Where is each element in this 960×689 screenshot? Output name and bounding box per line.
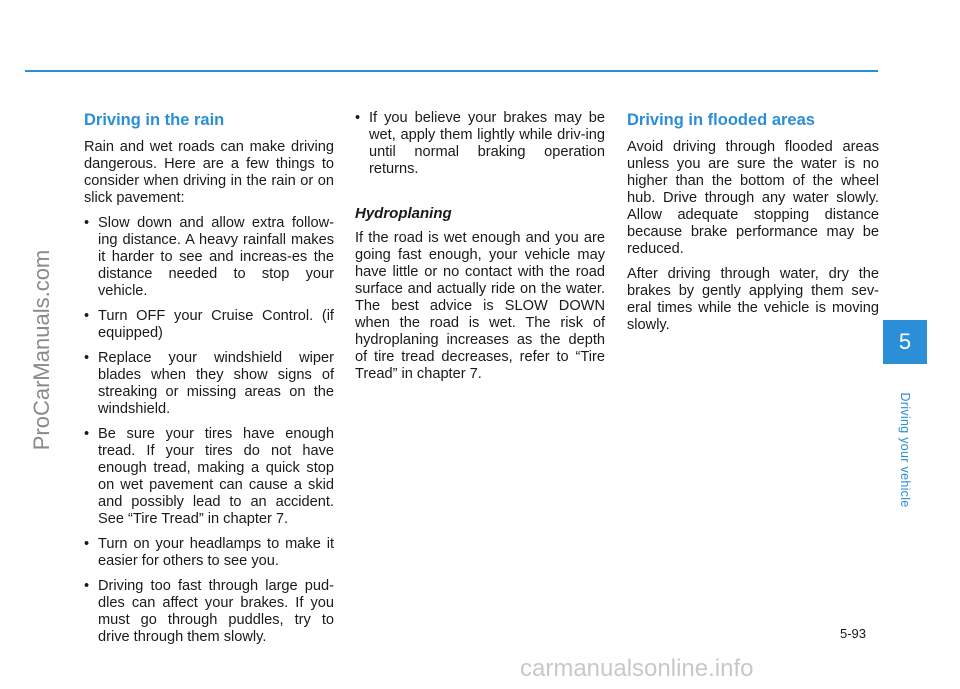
heading-driving-in-rain: Driving in the rain: [84, 111, 225, 129]
list-item: • Slow down and allow extra follow-ing distance. A heavy rainfall makes it harder to see and increas-es the distance needed to stop your vehicle.: [84, 215, 334, 300]
column-middle: [355, 110, 605, 391]
flooded-paragraph-2: After driving through water, dry the brakes by gently applying them sev-eral times while the vehicle is moving slowly.: [627, 266, 879, 333]
flooded-paragraph-1: Avoid driving through flooded areas unless you are sure the water is no higher than the bottom of the wheel hub. Drive through any water slowly. Allow adequate stopping distance because brake performance may be reduced.: [627, 139, 879, 257]
heading-hydroplaning: Hydroplaning: [355, 205, 452, 222]
heading-flooded-areas: Driving in flooded areas: [627, 111, 815, 129]
list-item: • Turn on your headlamps to make it easier for others to see you.: [84, 536, 334, 570]
header-rule: [25, 70, 878, 72]
watermark-procarmanuals: ProCarManuals.com: [29, 249, 54, 451]
column-left: [84, 110, 334, 654]
rain-tips-list: [84, 215, 334, 646]
list-item: • Driving too fast through large pud-dles can affect your brakes. If you must go through puddles, try to drive through them slowly.: [84, 578, 334, 646]
hydroplaning-paragraph: If the road is wet enough and you are going fast enough, your vehicle may have little or no contact with the road surface and actually ride on the water. The best advice is SLOW DOWN when the road is wet. The risk of hydroplaning increases as the depth of tire tread decreases, refer to “Tire Tread” in chapter 7.: [355, 230, 605, 382]
list-item: • Be sure your tires have enough tread. If your tires do not have enough tread, making a quick stop on wet pavement can cause a skid and possibly lead to an accident. See “Tire Tread” in chapter 7.: [84, 426, 334, 528]
watermark-carmanualsonline: carmanualsonline.info: [520, 655, 754, 682]
list-item: • Turn OFF your Cruise Control. (if equipped): [84, 308, 334, 342]
chapter-tab: 5: [883, 320, 927, 364]
list-item: • If you believe your brakes may be wet, apply them lightly while driv-ing until normal braking operation returns.: [355, 110, 605, 178]
page-number: 5-93: [840, 626, 867, 641]
list-item: • Replace your windshield wiper blades when they show signs of streaking or missing areas on the windshield.: [84, 350, 334, 418]
brakes-tip-list: [355, 110, 605, 178]
rain-intro-paragraph: Rain and wet roads can make driving dangerous. Here are a few things to consider when driving in the rain or on slick pavement:: [84, 139, 334, 206]
chapter-label: Driving your vehicle: [898, 392, 912, 508]
column-right: [627, 110, 879, 342]
